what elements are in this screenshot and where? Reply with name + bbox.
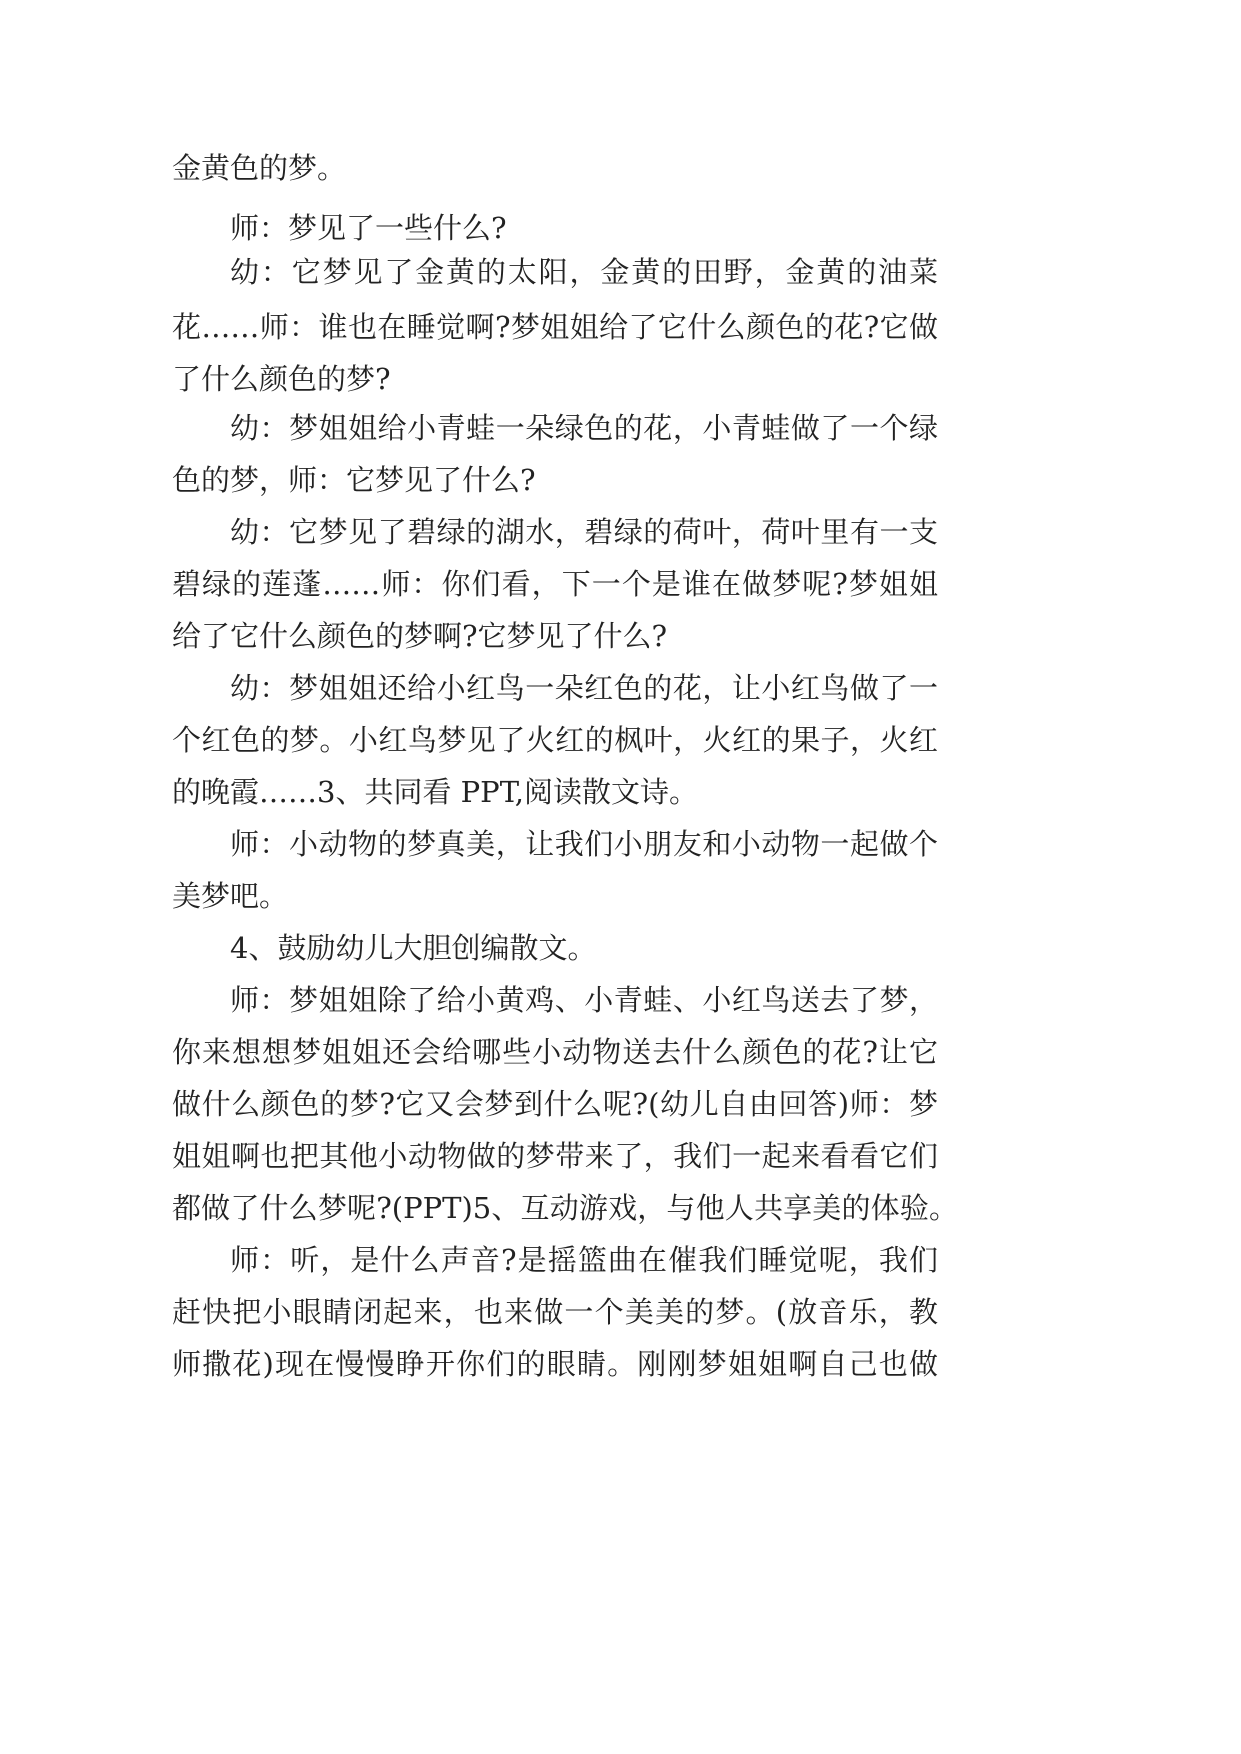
- line-text: 幼：它梦见了碧绿的湖水，碧绿的荷叶，荷叶里有一支: [230, 515, 938, 549]
- text-line: [0, 1022, 1241, 1082]
- text-line: [0, 658, 1241, 718]
- text-line: [0, 450, 1241, 510]
- text-line: [0, 1334, 1241, 1394]
- line-text: 幼：梦姐姐还给小红鸟一朵红色的花，让小红鸟做了一: [230, 671, 938, 705]
- line-text: 碧绿的莲蓬……师：你们看，下一个是谁在做梦呢?梦姐姐: [172, 567, 938, 601]
- text-line: [0, 138, 1241, 198]
- text-line: [0, 970, 1241, 1030]
- text-line: [0, 814, 1241, 874]
- text-line: [0, 1230, 1241, 1290]
- line-text: 姐姐啊也把其他小动物做的梦带来了，我们一起来看看它们: [172, 1139, 938, 1173]
- text-line: [0, 242, 1241, 302]
- line-text: 美梦吧。: [172, 879, 289, 913]
- line-text: 师：听，是什么声音?是摇篮曲在催我们睡觉呢，我们: [230, 1243, 938, 1277]
- text-line: [0, 866, 1241, 926]
- line-text: 都做了什么梦呢?(PPT)5、互动游戏，与他人共享美的体验。: [172, 1191, 958, 1225]
- line-text: 个红色的梦。小红鸟梦见了火红的枫叶，火红的果子，火红: [172, 723, 938, 757]
- text-line: [0, 762, 1241, 822]
- line-text: 给了它什么颜色的梦啊?它梦见了什么?: [172, 619, 668, 653]
- text-line: [0, 1074, 1241, 1134]
- line-text: 你来想想梦姐姐还会给哪些小动物送去什么颜色的花?让它: [172, 1035, 938, 1069]
- line-text: 了什么颜色的梦?: [172, 362, 391, 396]
- text-line: [0, 606, 1241, 666]
- line-text: 师撒花)现在慢慢睁开你们的眼睛。刚刚梦姐姐啊自己也做: [172, 1347, 938, 1381]
- line-text: 金黄色的梦。: [172, 151, 347, 185]
- line-text: 师：小动物的梦真美，让我们小朋友和小动物一起做个: [230, 827, 938, 861]
- line-text: 幼：它梦见了金黄的太阳，金黄的田野，金黄的油菜: [230, 255, 938, 289]
- text-line: [0, 502, 1241, 562]
- line-text: 赶快把小眼睛闭起来，也来做一个美美的梦。(放音乐，教: [172, 1295, 938, 1329]
- text-line: [0, 554, 1241, 614]
- text-line: [0, 918, 1241, 978]
- line-text: 4、鼓励幼儿大胆创编散文。: [230, 931, 597, 965]
- text-line: [0, 1282, 1241, 1342]
- text-line: [0, 1126, 1241, 1186]
- text-line: [0, 398, 1241, 458]
- line-text: 的晚霞……3、共同看 PPT,阅读散文诗。: [172, 775, 698, 809]
- text-line: [0, 297, 1241, 357]
- line-text: 师：梦见了一些什么?: [230, 211, 507, 245]
- line-text: 做什么颜色的梦?它又会梦到什么呢?(幼儿自由回答)师：梦: [172, 1087, 938, 1121]
- line-text: 师：梦姐姐除了给小黄鸡、小青蛙、小红鸟送去了梦，: [230, 983, 938, 1017]
- text-line: [0, 710, 1241, 770]
- line-text: 幼：梦姐姐给小青蛙一朵绿色的花，小青蛙做了一个绿: [230, 411, 938, 445]
- text-line: [0, 1178, 1241, 1238]
- line-text: 色的梦，师：它梦见了什么?: [172, 463, 536, 497]
- line-text: 花……师：谁也在睡觉啊?梦姐姐给了它什么颜色的花?它做: [172, 310, 938, 344]
